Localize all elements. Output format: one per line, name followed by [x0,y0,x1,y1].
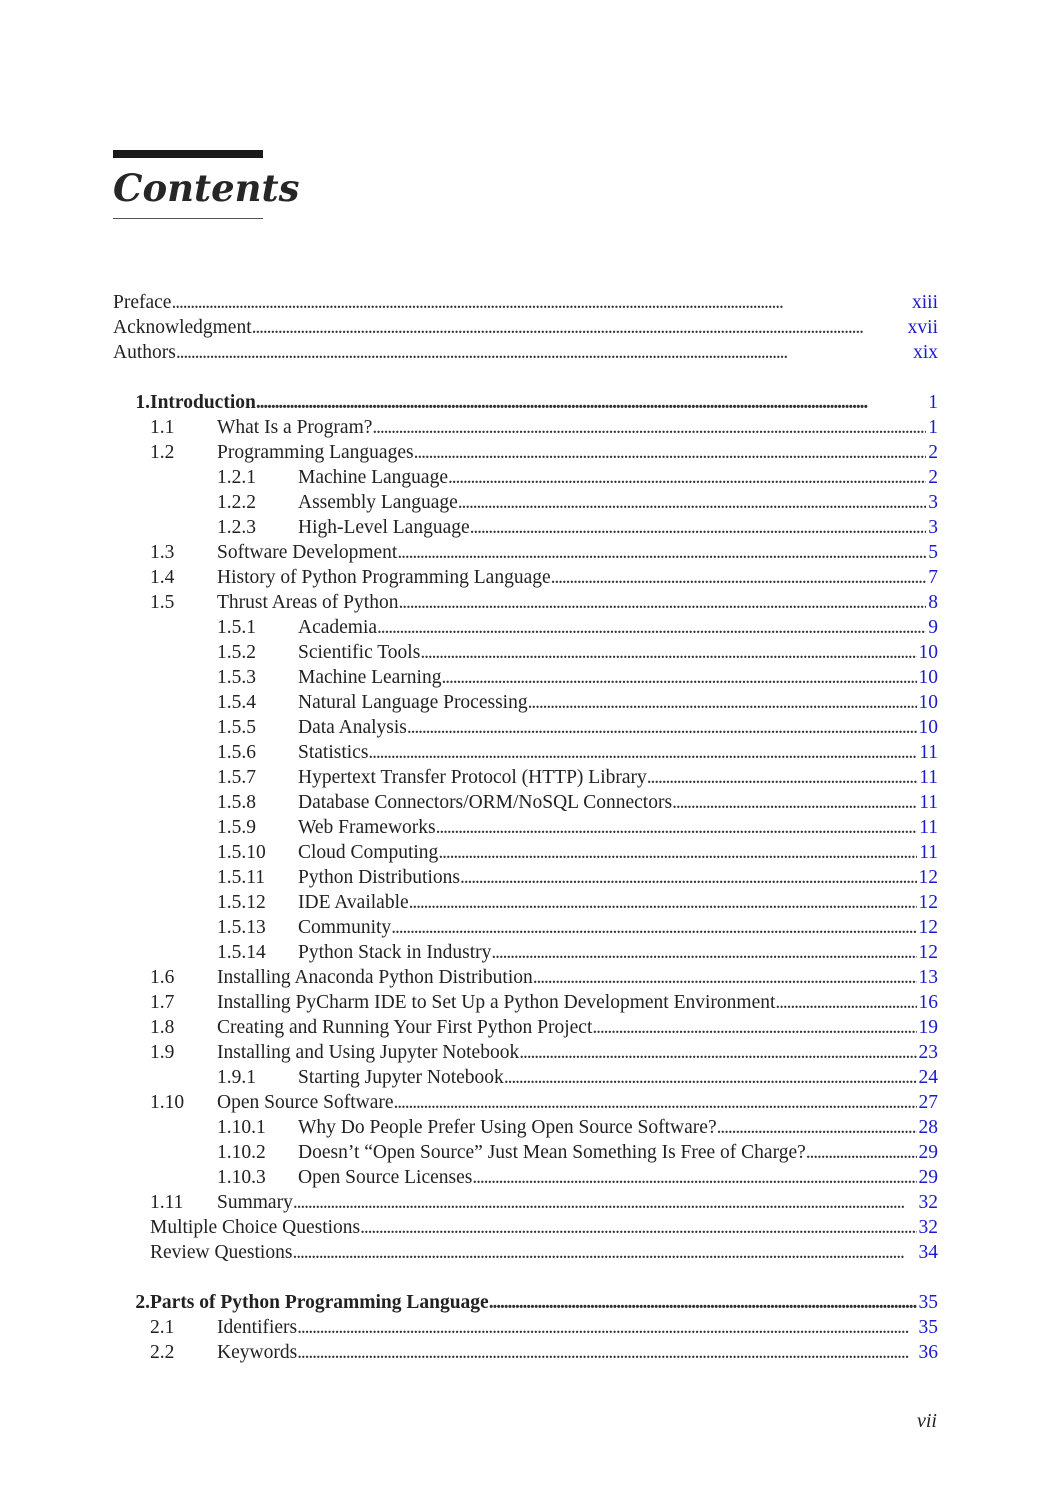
toc-dot-leader [407,715,917,740]
toc-entry-title: Web Frameworks [298,817,436,838]
toc-page-link[interactable]: 19 [918,1017,938,1038]
toc-entry-number: 1.5.3 [217,667,256,688]
toc-page-link[interactable]: 12 [918,892,938,913]
toc-dot-leader [458,490,926,515]
toc-entry-number: 1.6 [150,967,175,988]
toc-entry-number: 1.2 [150,442,175,463]
toc-entry-title: Installing and Using Jupyter Notebook [217,1042,520,1063]
toc-entry-title: Academia [298,617,378,638]
toc-dot-leader [436,815,918,840]
toc-entry[interactable] [113,1290,938,1315]
toc-entry[interactable] [113,965,938,990]
toc-entry[interactable] [113,490,938,515]
toc-entry[interactable] [113,465,938,490]
toc-entry[interactable] [113,990,938,1015]
toc-entry[interactable] [113,290,938,315]
toc-entry[interactable] [113,1315,938,1340]
toc-entry[interactable] [113,590,938,615]
toc-dot-leader [398,590,926,615]
toc-page-link[interactable]: 3 [928,517,938,538]
toc-entry[interactable] [113,1340,938,1365]
toc-dot-leader [368,740,917,765]
toc-page-link[interactable]: 35 [918,1317,938,1338]
toc-entry-title: Assembly Language [298,492,458,513]
toc-page-link[interactable]: 11 [919,792,938,813]
toc-entry-number: 1.5.10 [217,842,266,863]
toc-entry-title: Review Questions [150,1242,293,1263]
toc-page-link[interactable]: 10 [918,717,938,738]
toc-entry[interactable] [113,1140,938,1165]
toc-dot-leader [256,390,926,415]
toc-entry-number: 1.7 [150,992,175,1013]
toc-page-link[interactable]: 10 [918,692,938,713]
toc-page-link[interactable]: 35 [918,1292,938,1313]
toc-entry-title: Identifiers [217,1317,298,1338]
toc-page-link[interactable]: 23 [918,1042,938,1063]
toc-page-link[interactable]: 8 [928,592,938,613]
toc-entry[interactable] [113,790,938,815]
toc-entry-title: Thrust Areas of Python [217,592,399,613]
toc-dot-leader [491,940,916,965]
toc-dot-leader [176,340,911,365]
toc-dot-leader [297,1315,916,1340]
toc-dot-leader [414,440,927,465]
toc-dot-leader [775,990,916,1015]
toc-dot-leader [448,465,926,490]
toc-entry-number: 1.1 [150,417,175,438]
toc-dot-leader [647,765,917,790]
toc-entry-title: IDE Available [298,892,409,913]
toc-page-link[interactable]: 12 [918,917,938,938]
toc-entry-number: 1.2.2 [217,492,256,513]
toc-entry[interactable] [113,865,938,890]
toc-page-link[interactable]: 32 [918,1192,938,1213]
toc-entry-number: 1.2.3 [217,517,256,538]
toc-page-link[interactable]: 10 [918,642,938,663]
toc-entry-number: 2.2 [150,1342,175,1363]
toc-entry-number: 1.5.11 [217,867,266,888]
toc-entry-number: 1.5.14 [217,942,266,963]
toc-dot-leader [551,565,927,590]
toc-page-link[interactable]: 5 [928,542,938,563]
toc-entry[interactable] [113,690,938,715]
toc-entry-title: Why Do People Prefer Using Open Source Software? [298,1117,717,1138]
toc-page-link[interactable]: 7 [928,567,938,588]
toc-entry[interactable] [113,715,938,740]
toc-entry-number: 1.10.3 [217,1167,266,1188]
toc-page-link[interactable]: 29 [918,1142,938,1163]
toc-entry-number: 1.11 [150,1192,184,1213]
toc-dot-leader [397,540,926,565]
toc-dot-leader [460,865,917,890]
toc-page-link[interactable]: 11 [919,767,938,788]
toc-entry-title: History of Python Programming Language [217,567,551,588]
toc-entry-title: Preface [113,292,172,313]
toc-dot-leader [717,1115,917,1140]
toc-dot-leader [470,515,927,540]
toc-dot-leader [438,840,917,865]
toc-dot-leader [394,1090,917,1115]
toc-entry-title: Open Source Licenses [298,1167,473,1188]
toc-entry-title: Multiple Choice Questions [150,1217,361,1238]
toc-entry-number: 1.4 [150,567,175,588]
toc-entry[interactable] [113,540,938,565]
toc-entry[interactable] [113,1040,938,1065]
table-of-contents [113,290,938,1365]
toc-page-link[interactable]: 2 [928,442,938,463]
toc-entry-number: 1.10.2 [217,1142,266,1163]
toc-entry[interactable] [113,440,938,465]
toc-dot-leader [533,965,917,990]
toc-entry-title: Open Source Software [217,1092,394,1113]
toc-dot-leader [806,1140,917,1165]
toc-page-link[interactable]: 12 [918,867,938,888]
toc-dot-leader [672,790,917,815]
toc-dot-leader [592,1015,916,1040]
toc-entry-number: 1.5.1 [217,617,256,638]
toc-entry-title: Cloud Computing [298,842,439,863]
toc-entry[interactable] [113,915,938,940]
toc-entry[interactable] [113,1165,938,1190]
toc-entry-number: 1.5.6 [217,742,256,763]
toc-dot-leader [293,1190,917,1215]
toc-dot-leader [519,1040,916,1065]
toc-spacer [113,1265,938,1290]
toc-entry-number: 1.5.4 [217,692,256,713]
toc-dot-leader [292,1240,916,1265]
toc-entry-title: Natural Language Processing [298,692,528,713]
toc-entry-title: Scientific Tools [298,642,421,663]
toc-entry-number: 1.2.1 [217,467,256,488]
toc-dot-leader [472,1165,916,1190]
toc-page-link[interactable]: 1 [928,392,938,413]
toc-entry[interactable] [113,1240,938,1265]
toc-entry-number: 1.5.2 [217,642,256,663]
toc-dot-leader [420,640,916,665]
toc-entry-title: Machine Language [298,467,448,488]
toc-dot-leader [441,665,916,690]
toc-entry-number: 1. [135,392,150,413]
toc-page-link[interactable]: 34 [918,1242,938,1263]
toc-entry[interactable] [113,415,938,440]
toc-spacer [113,365,938,390]
toc-dot-leader [504,1065,917,1090]
toc-entry-title: Starting Jupyter Notebook [298,1067,504,1088]
toc-entry[interactable] [113,740,938,765]
toc-entry-number: 1.9.1 [217,1067,256,1088]
page-number: vii [917,1410,937,1432]
toc-page-link[interactable]: 28 [918,1117,938,1138]
toc-entry-number: 1.5.7 [217,767,256,788]
toc-dot-leader [409,890,917,915]
toc-entry-number: 1.5 [150,592,175,613]
toc-entry-title: Programming Languages [217,442,414,463]
toc-page-link[interactable]: 9 [928,617,938,638]
toc-dot-leader [372,415,926,440]
toc-entry[interactable] [113,1190,938,1215]
toc-dot-leader [297,1340,916,1365]
toc-page-link[interactable]: 1 [928,417,938,438]
toc-entry-title: Python Stack in Industry [298,942,492,963]
toc-entry-title: Creating and Running Your First Python Project [217,1017,593,1038]
toc-entry-title: High-Level Language [298,517,470,538]
toc-entry[interactable] [113,565,938,590]
toc-entry-title: Installing Anaconda Python Distribution [217,967,533,988]
toc-entry[interactable] [113,1115,938,1140]
toc-entry-title: Statistics [298,742,369,763]
toc-entry-title: Summary [217,1192,293,1213]
toc-entry[interactable] [113,515,938,540]
toc-entry[interactable] [113,640,938,665]
toc-entry[interactable] [113,340,938,365]
toc-entry[interactable] [113,390,938,415]
toc-page-link[interactable]: 16 [918,992,938,1013]
toc-entry-title: Installing PyCharm IDE to Set Up a Python Development Environment [217,992,776,1013]
toc-entry[interactable] [113,1015,938,1040]
toc-entry-title: Doesn’t “Open Source” Just Mean Something Is Free of Charge? [298,1142,806,1163]
toc-page-link[interactable]: 2 [928,467,938,488]
toc-entry-number: 1.9 [150,1042,175,1063]
toc-entry-title: Data Analysis [298,717,407,738]
toc-entry-title: Hypertext Transfer Protocol (HTTP) Library [298,767,647,788]
toc-dot-leader [377,615,926,640]
page-title: Contents [113,166,300,210]
toc-entry-title: Parts of Python Programming Language [150,1292,489,1313]
toc-page-link[interactable]: 29 [918,1167,938,1188]
toc-entry-title: Keywords [217,1342,298,1363]
toc-entry-title: Community [298,917,392,938]
toc-page-link[interactable]: xix [913,342,938,363]
toc-dot-leader [489,1290,917,1315]
toc-entry-title: What Is a Program? [217,417,373,438]
toc-entry-title: Authors [113,342,176,363]
toc-page-link[interactable]: 32 [918,1217,938,1238]
toc-dot-leader [391,915,916,940]
toc-entry-number: 2. [135,1292,150,1313]
toc-entry[interactable] [113,890,938,915]
toc-page-link[interactable]: xiii [911,292,938,313]
toc-entry-number: 2.1 [150,1317,175,1338]
toc-entry-number: 1.5.5 [217,717,256,738]
toc-page-link[interactable]: 3 [928,492,938,513]
toc-page-link[interactable]: 27 [918,1092,938,1113]
toc-entry[interactable] [113,665,938,690]
toc-page-link[interactable]: 24 [918,1067,938,1088]
toc-entry-number: 1.3 [150,542,175,563]
toc-entry[interactable] [113,1065,938,1090]
toc-page-link[interactable]: xvii [907,317,938,338]
toc-page-link[interactable]: 11 [919,842,938,863]
toc-dot-leader [171,290,910,315]
toc-entry[interactable] [113,615,938,640]
toc-entry-title: Machine Learning [298,667,442,688]
toc-entry[interactable] [113,315,938,340]
toc-page-link[interactable]: 11 [919,817,938,838]
toc-entry-number: 1.5.9 [217,817,256,838]
toc-entry-title: Introduction [150,392,256,413]
toc-entry-number: 1.5.8 [217,792,256,813]
toc-entry[interactable] [113,1090,938,1115]
toc-dot-leader [252,315,906,340]
toc-dot-leader [528,690,917,715]
toc-entry[interactable] [113,840,938,865]
heading-underline [113,218,263,219]
toc-dot-leader [360,1215,916,1240]
toc-entry-number: 1.5.13 [217,917,266,938]
toc-entry[interactable] [113,815,938,840]
toc-entry[interactable] [113,765,938,790]
toc-page-link[interactable]: 10 [918,667,938,688]
toc-entry-title: Python Distributions [298,867,460,888]
toc-entry-number: 1.8 [150,1017,175,1038]
toc-page-link[interactable]: 13 [918,967,938,988]
toc-entry-number: 1.5.12 [217,892,266,913]
toc-entry-title: Software Development [217,542,398,563]
toc-entry[interactable] [113,1215,938,1240]
toc-page-link[interactable]: 36 [918,1342,938,1363]
toc-page-link[interactable]: 11 [919,742,938,763]
toc-entry-number: 1.10.1 [217,1117,266,1138]
toc-entry-title: Database Connectors/ORM/NoSQL Connectors [298,792,673,813]
toc-page-link[interactable]: 12 [918,942,938,963]
toc-entry-number: 1.10 [150,1092,185,1113]
toc-entry-title: Acknowledgment [113,317,252,338]
toc-entry[interactable] [113,940,938,965]
heading-top-rule [113,150,263,158]
